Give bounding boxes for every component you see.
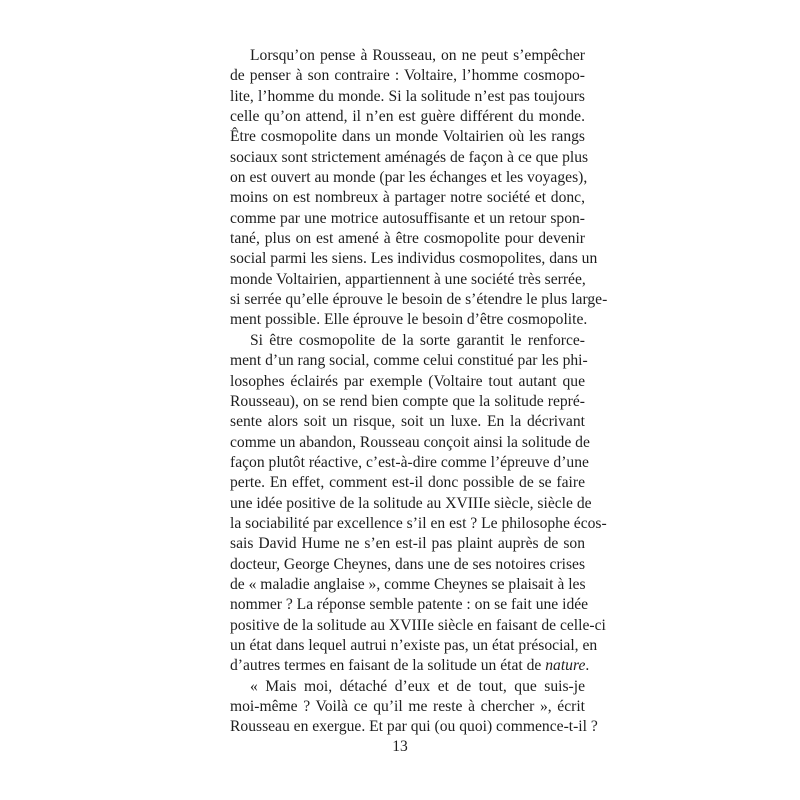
paragraph-1 [210,46,608,331]
text-line: tané, plus on est amené à être cosmopolite pour devenir [230,230,585,248]
text-line: moi-même ? Voilà ce qu’il me reste à chercher », écrit [230,698,585,715]
text-line: de penser à son contraire : Voltaire, l’homme cosmopo- [230,67,585,85]
text-line: positive de la solitude au XVIIIe siècle en faisant de celle-ci [230,616,606,634]
text-run: . [585,657,590,675]
text-line: Lorsqu’on pense à Rousseau, on ne peut s’empêcher [250,47,585,64]
text-line [210,656,590,676]
text-line: moins on est nombreux à partager notre société et donc, [230,189,585,207]
text-line: Rousseau), on se rend bien compte que la solitude repré- [230,392,585,410]
text-line: Rousseau en exergue. Et par qui (ou quoi) commence-t-il ? [230,718,598,736]
text-line: docteur, George Cheynes, dans une de ses notoires crises [230,555,586,573]
text-line: Être cosmopolite dans un monde Voltairien où les rangs [230,128,585,146]
text-line: « Mais moi, détaché d’eux et de tout, que suis-je [250,677,585,695]
text-run: d’autres termes en faisant de la solitude un état de [230,657,546,675]
text-line: comme un abandon, Rousseau conçoit ainsi la solitude de [230,433,590,451]
text-line: lite, l’homme du monde. Si la solitude n’est pas toujours [230,87,585,105]
text-line: la sociabilité par excellence s’il en est ? Le philosophe écos- [230,514,607,532]
text-line: ment possible. Elle éprouve le besoin d’être cosmopolite. [230,311,588,329]
text-line: monde Voltairien, appartiennent à une société très serrée, [230,270,586,288]
page-number: 13 [392,738,408,755]
text-line: un état dans lequel autrui n’existe pas, un état présocial, en [230,636,598,654]
text-line: comme par une motrice autosuffisante et un retour spon- [230,209,585,227]
text-line: losophes éclairés par exemple (Voltaire tout autant que [230,372,585,390]
text-line: on est ouvert au monde (par les échanges et les voyages), [230,169,588,187]
paragraph-2 [210,331,607,677]
text-line: une idée positive de la solitude au XVIIIe siècle, siècle de [230,494,592,512]
text-line: si serrée qu’elle éprouve le besoin de s’étendre le plus large- [230,291,608,309]
body-text [210,46,608,738]
text-line: sente alors soit un risque, soit un luxe. En la décrivant [230,413,585,431]
text-line: façon plutôt réactive, c’est-à-dire comme l’épreuve d’une [230,453,589,471]
text-line: de « maladie anglaise », comme Cheynes se plaisait à les [230,575,586,593]
text-line: social parmi les siens. Les individus cosmopolites, dans un [230,250,598,268]
text-line: sais David Hume ne s’en est-il pas plaint auprès de son [230,535,585,553]
text-line: ment d’un rang social, comme celui constitué par les phi- [230,352,588,370]
text-line: perte. En effet, comment est-il donc possible de se faire [230,474,585,492]
italic-word: nature [545,657,586,675]
paragraph-3 [210,677,598,738]
text-line: celle qu’on attend, il n’en est guère différent du monde. [230,108,585,126]
text-line: Si être cosmopolite de la sorte garantit le renforce- [250,331,585,349]
text-line: nommer ? La réponse semble patente : on se fait une idée [230,596,589,614]
text-line: sociaux sont strictement aménagés de façon à ce que plus [230,148,589,166]
